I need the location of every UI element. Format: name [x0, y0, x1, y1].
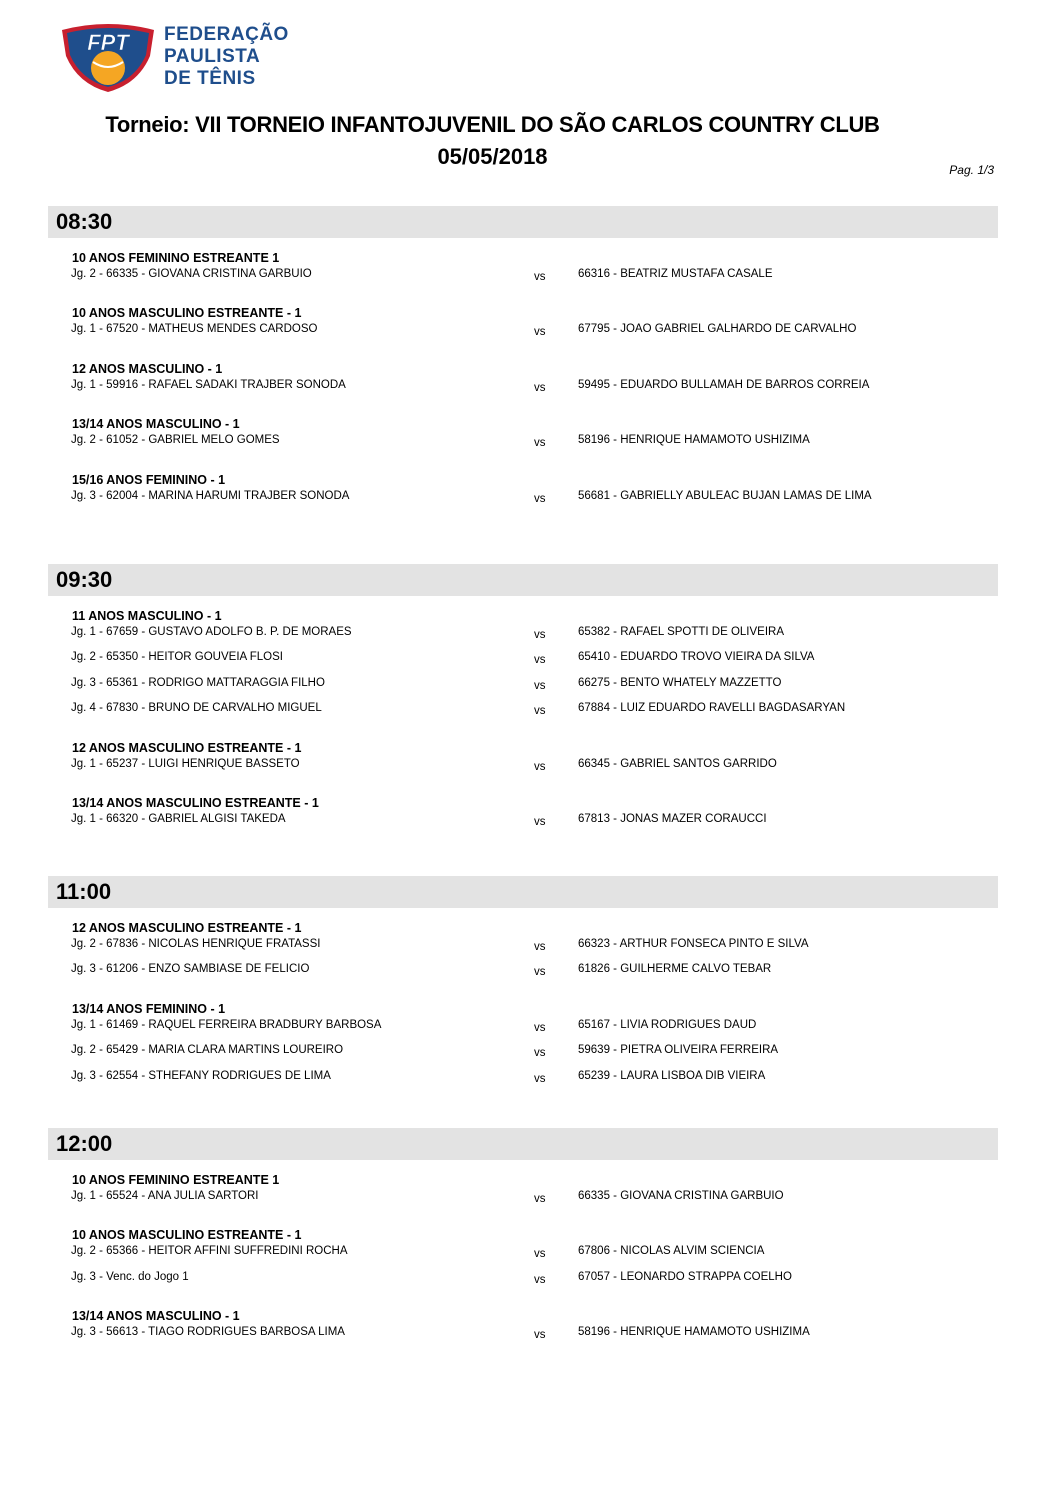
player-2: 65239 - LAURA LISBOA DIB VIEIRA [578, 1069, 766, 1082]
match-row [48, 1044, 998, 1069]
player-1: Jg. 1 - 65237 - LUIGI HENRIQUE BASSETO [71, 757, 300, 770]
player-1: Jg. 3 - 62554 - STHEFANY RODRIGUES DE LIMA [71, 1069, 331, 1082]
vs-label: vs [534, 679, 546, 692]
player-2: 67795 - JOAO GABRIEL GALHARDO DE CARVALHO [578, 323, 857, 336]
category-block [48, 1225, 998, 1296]
category-block [48, 359, 998, 404]
vs-label: vs [534, 326, 546, 339]
player-2: 65410 - EDUARDO TROVO VIEIRA DA SILVA [578, 651, 815, 664]
vs-label: vs [534, 492, 546, 505]
category-title: 12 ANOS MASCULINO ESTREANTE - 1 [72, 921, 302, 935]
logo-line-3: DE TÊNIS [164, 68, 256, 89]
match-row [48, 379, 998, 404]
category-title: 13/14 ANOS MASCULINO - 1 [72, 417, 240, 432]
match-row [48, 938, 998, 963]
match-row [48, 1245, 998, 1270]
time-slot-header: 11:00 [48, 876, 998, 908]
category-block [48, 470, 998, 515]
player-2: 67884 - LUIZ EDUARDO RAVELLI BAGDASARYAN [578, 702, 846, 715]
vs-label: vs [534, 705, 546, 718]
player-2: 66275 - BENTO WHATELY MAZZETTO [578, 676, 782, 689]
match-row [48, 758, 998, 783]
category-block [48, 414, 998, 459]
category-title: 10 ANOS MASCULINO ESTREANTE - 1 [72, 1228, 302, 1243]
category-block [48, 248, 998, 293]
logo-text [164, 24, 289, 90]
player-2: 65167 - LIVIA RODRIGUES DAUD [578, 1018, 757, 1031]
category-title: 13/14 ANOS FEMININO - 1 [72, 1001, 226, 1016]
match-row [48, 1326, 998, 1351]
player-2: 58196 - HENRIQUE HAMAMOTO USHIZIMA [578, 1326, 810, 1339]
vs-label: vs [534, 1273, 546, 1286]
time-slot [48, 206, 998, 515]
player-2: 66335 - GIOVANA CRISTINA GARBUIO [578, 1190, 784, 1202]
player-2: 65382 - RAFAEL SPOTTI DE OLIVEIRA [578, 626, 785, 638]
player-2: 67057 - LEONARDO STRAPPA COELHO [578, 1270, 792, 1283]
category-title: 11 ANOS MASCULINO - 1 [72, 609, 222, 623]
player-1: Jg. 3 - 61206 - ENZO SAMBIASE DE FELICIO [71, 963, 310, 976]
player-2: 66345 - GABRIEL SANTOS GARRIDO [578, 757, 777, 770]
player-2: 61826 - GUILHERME CALVO TEBAR [578, 963, 772, 976]
category-block [48, 1306, 998, 1351]
player-1: Jg. 2 - 61052 - GABRIEL MELO GOMES [71, 434, 280, 447]
player-2: 59495 - EDUARDO BULLAMAH DE BARROS CORREIA [578, 378, 870, 391]
category-title: 10 ANOS FEMININO ESTREANTE 1 [72, 1173, 280, 1187]
vs-label: vs [534, 1193, 546, 1205]
vs-label: vs [534, 381, 546, 394]
category-title: 15/16 ANOS FEMININO - 1 [72, 472, 226, 487]
player-1: Jg. 3 - 56613 - TIAGO RODRIGUES BARBOSA LIMA [71, 1326, 345, 1339]
player-1: Jg. 4 - 67830 - BRUNO DE CARVALHO MIGUEL [71, 702, 322, 715]
player-1: Jg. 2 - 65429 - MARIA CLARA MARTINS LOUREIRO [71, 1044, 344, 1057]
tournament-date: 05/05/2018 [437, 144, 548, 169]
vs-label: vs [534, 654, 546, 667]
match-row [48, 813, 998, 838]
category-title: 12 ANOS MASCULINO - 1 [72, 361, 223, 376]
match-row [48, 963, 998, 988]
category-block [48, 999, 998, 1095]
category-block [48, 606, 998, 728]
fpt-logo [58, 22, 289, 94]
category-block [48, 793, 998, 838]
time-slot-header: 08:30 [48, 206, 998, 238]
category-block [48, 738, 998, 783]
match-row [48, 651, 998, 676]
time-slot-header: 12:00 [48, 1128, 998, 1160]
vs-label: vs [534, 437, 546, 450]
match-row [48, 323, 998, 348]
player-1: Jg. 3 - 62004 - MARINA HARUMI TRAJBER SONODA [71, 489, 350, 502]
player-1: Jg. 1 - 61469 - RAQUEL FERREIRA BRADBURY BARBOSA [71, 1018, 382, 1031]
player-1: Jg. 1 - 66320 - GABRIEL ALGISI TAKEDA [71, 812, 286, 825]
player-2: 59639 - PIETRA OLIVEIRA FERREIRA [578, 1044, 779, 1057]
category-title: 10 ANOS MASCULINO ESTREANTE - 1 [72, 306, 302, 321]
player-1: Jg. 2 - 65350 - HEITOR GOUVEIA FLOSI [71, 651, 283, 664]
time-slot [48, 564, 998, 838]
vs-label: vs [534, 271, 546, 283]
player-2: 66323 - ARTHUR FONSECA PINTO E SILVA [578, 938, 809, 950]
player-2: 67806 - NICOLAS ALVIM SCIENCIA [578, 1245, 765, 1258]
logo-line-1: FEDERAÇÃO [164, 24, 289, 45]
player-1: Jg. 1 - 67659 - GUSTAVO ADOLFO B. P. DE MORAES [71, 626, 352, 638]
vs-label: vs [534, 629, 546, 641]
vs-label: vs [534, 1021, 546, 1034]
category-block [48, 1170, 998, 1215]
time-slot [48, 1128, 998, 1352]
match-row [48, 490, 998, 515]
match-row [48, 1019, 998, 1044]
vs-label: vs [534, 1047, 546, 1060]
vs-label: vs [534, 941, 546, 953]
player-2: 58196 - HENRIQUE HAMAMOTO USHIZIMA [578, 434, 810, 447]
player-2: 56681 - GABRIELLY ABULEAC BUJAN LAMAS DE LIMA [578, 489, 872, 502]
vs-label: vs [534, 1248, 546, 1261]
vs-label: vs [534, 1072, 546, 1085]
logo-line-2: PAULISTA [164, 46, 261, 67]
category-title: 12 ANOS MASCULINO ESTREANTE - 1 [72, 740, 302, 755]
category-block [48, 303, 998, 348]
match-row [48, 626, 998, 651]
player-1: Jg. 3 - 65361 - RODRIGO MATTARAGGIA FILHO [71, 676, 325, 689]
vs-label: vs [534, 815, 546, 828]
player-2: 66316 - BEATRIZ MUSTAFA CASALE [578, 268, 773, 280]
time-slot [48, 876, 998, 1095]
match-row [48, 268, 998, 293]
category-block [48, 918, 998, 989]
match-row [48, 1271, 998, 1296]
player-1: Jg. 1 - 59916 - RAFAEL SADAKI TRAJBER SONODA [71, 378, 346, 391]
vs-label: vs [534, 966, 546, 979]
category-title: 10 ANOS FEMININO ESTREANTE 1 [72, 251, 280, 265]
player-1: Jg. 3 - Venc. do Jogo 1 [71, 1270, 189, 1283]
player-2: 67813 - JONAS MAZER CORAUCCI [578, 812, 767, 825]
match-row [48, 434, 998, 459]
category-title: 13/14 ANOS MASCULINO - 1 [72, 1309, 240, 1324]
page-number: Pag. 1/3 [949, 163, 994, 177]
match-row [48, 677, 998, 702]
player-1: Jg. 1 - 67520 - MATHEUS MENDES CARDOSO [71, 323, 318, 336]
time-slot-header: 09:30 [48, 564, 998, 596]
tournament-title: Torneio: VII TORNEIO INFANTOJUVENIL DO SÃO CARLOS COUNTRY CLUB [105, 112, 880, 137]
vs-label: vs [534, 1329, 546, 1342]
player-1: Jg. 1 - 65524 - ANA JULIA SARTORI [71, 1190, 259, 1202]
category-title: 13/14 ANOS MASCULINO ESTREANTE - 1 [72, 795, 319, 810]
match-row [48, 1070, 998, 1095]
match-row [48, 702, 998, 727]
player-1: Jg. 2 - 65366 - HEITOR AFFINI SUFFREDINI ROCHA [71, 1245, 348, 1258]
vs-label: vs [534, 760, 546, 773]
match-row [48, 1190, 998, 1215]
player-1: Jg. 2 - 66335 - GIOVANA CRISTINA GARBUIO [71, 268, 312, 280]
player-1: Jg. 2 - 67836 - NICOLAS HENRIQUE FRATASSI [71, 938, 321, 950]
logo-initials: FPT [87, 30, 129, 55]
